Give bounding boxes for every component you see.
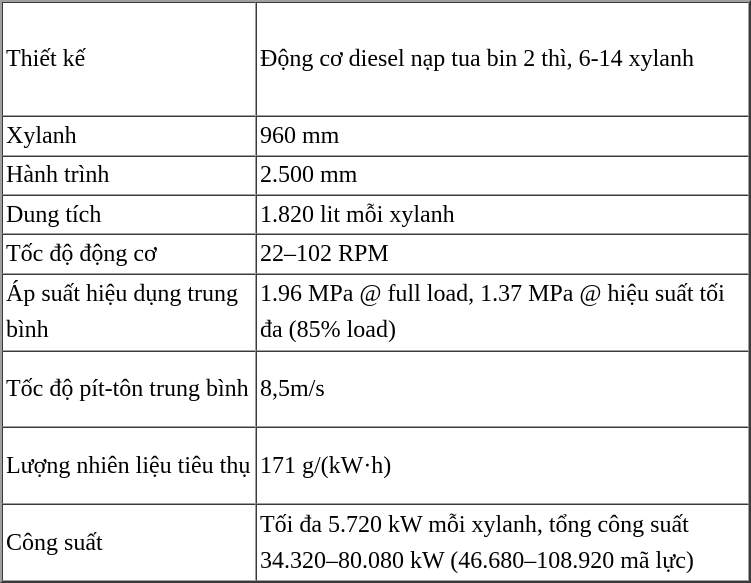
table-row: [2, 2, 749, 116]
spec-value: 171 g/(kW·h): [256, 427, 749, 504]
spec-value: Động cơ diesel nạp tua bin 2 thì, 6-14 xylanh: [256, 2, 749, 116]
table-row: [2, 116, 749, 155]
table-row: [2, 234, 749, 273]
table-row: [2, 504, 749, 581]
table-row: [2, 427, 749, 504]
spec-value: 1.96 MPa @ full load, 1.37 MPa @ hiệu suất tối đa (85% load): [256, 274, 749, 351]
table-row: [2, 156, 749, 195]
spec-label: Dung tích: [2, 195, 256, 234]
table-row: [2, 195, 749, 234]
spec-value: 1.820 lit mỗi xylanh: [256, 195, 749, 234]
spec-label: Tốc độ động cơ: [2, 234, 256, 273]
spec-value: 960 mm: [256, 116, 749, 155]
spec-value: 8,5m/s: [256, 351, 749, 428]
spec-label: Tốc độ pít-tôn trung bình: [2, 351, 256, 428]
spec-value: 22–102 RPM: [256, 234, 749, 273]
spec-value: Tối đa 5.720 kW mỗi xylanh, tổng công suất 34.320–80.080 kW (46.680–108.920 mã lực): [256, 504, 749, 581]
spec-label: Thiết kế: [2, 2, 256, 116]
spec-label: Áp suất hiệu dụng trung bình: [2, 274, 256, 351]
spec-label: Công suất: [2, 504, 256, 581]
spec-label: Xylanh: [2, 116, 256, 155]
table-row: [2, 351, 749, 428]
spec-value: 2.500 mm: [256, 156, 749, 195]
spec-label: Lượng nhiên liệu tiêu thụ: [2, 427, 256, 504]
table-row: [2, 274, 749, 351]
spec-label: Hành trình: [2, 156, 256, 195]
